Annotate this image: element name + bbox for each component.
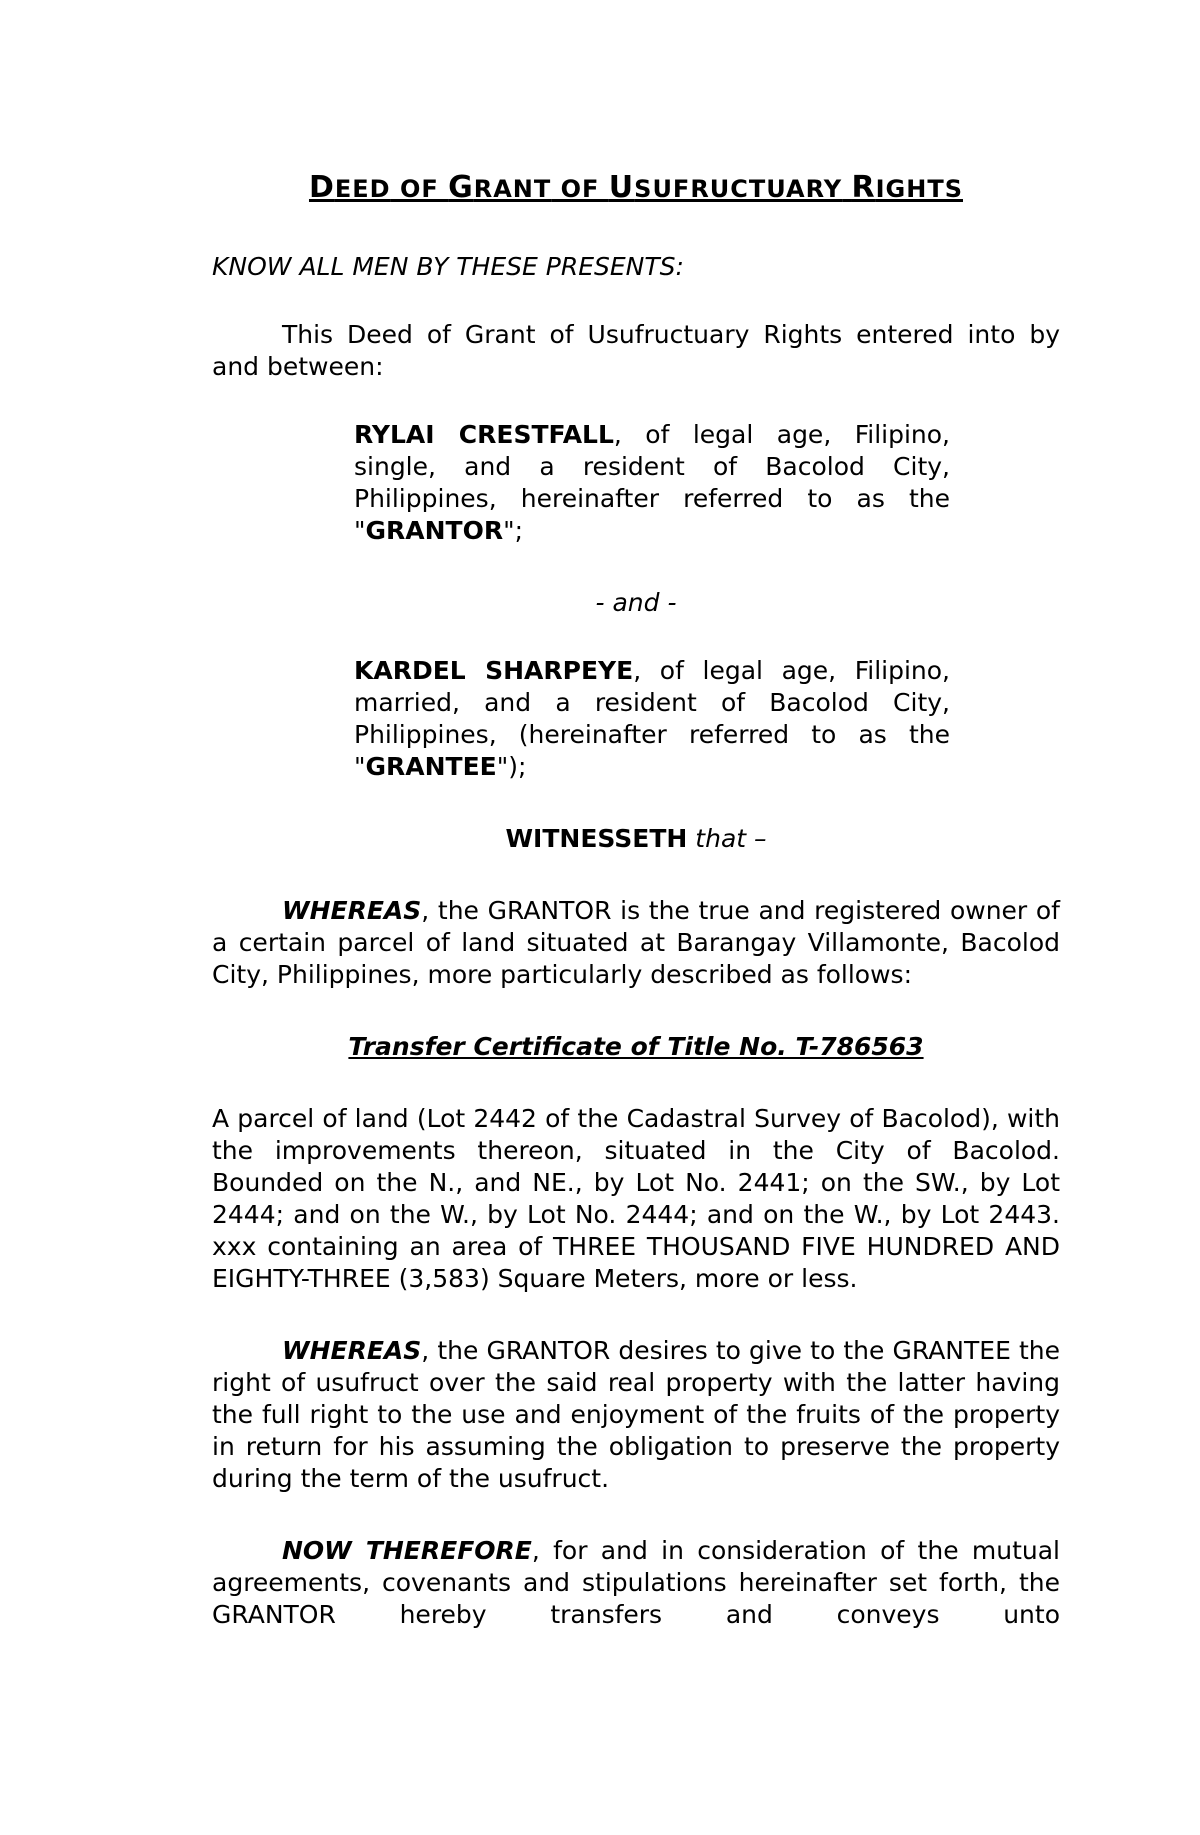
- whereas-paragraph-1: WHEREAS, the GRANTOR is the true and registered owner of a certain parcel of land situated at Barangay Villamonte, Bacolod City, Philippines, more particularly described as follows:: [212, 896, 1060, 989]
- opening-paragraph: This Deed of Grant of Usufructuary Rights entered into by and between:: [212, 320, 1060, 381]
- intro-line: KNOW ALL MEN BY THESE PRESENTS:: [212, 252, 684, 281]
- document-title: DEED OF GRANT OF USUFRUCTUARY RIGHTS: [308, 170, 963, 205]
- land-description: A parcel of land (Lot 2442 of the Cadastral Survey of Bacolod), with the improvements thereon, situated in the City of Bacolod. Bounded on the N., and NE., by Lot No. 2441; on the SW., by Lot 2444; and on the W., by Lot No. 2444; and on the W., by Lot 2443. xxx containing an area of THREE THOUSAND FIVE HUNDRED AND EIGHTY-THREE (3,583) Square Meters, more or less.: [212, 1104, 1060, 1293]
- now-therefore-lead: NOW THEREFORE: [282, 1536, 532, 1565]
- grantee-name: KARDEL SHARPEYE: [354, 656, 634, 685]
- whereas-2-lead: WHEREAS: [282, 1336, 422, 1365]
- tct-heading: Transfer Certificate of Title No. T-786563: [348, 1032, 924, 1061]
- grantee-details: , of legal age, Filipino, married, and a resident of Bacolod City, Philippines, (hereinafter referred to as the ": [354, 656, 951, 781]
- now-therefore-paragraph: NOW THEREFORE, for and in consideration of the mutual agreements, covenants and stipulations hereinafter set forth, the GRANTOR hereby transfers and conveys unto: [212, 1536, 1060, 1629]
- grantor-end: ";: [503, 516, 524, 545]
- witnesseth-heading: WITNESSETH that –: [505, 824, 767, 853]
- grantee-role: GRANTEE: [365, 752, 497, 781]
- document-body: [212, 168, 1060, 1631]
- grantee-end: ");: [496, 752, 527, 781]
- grantor-paragraph: [354, 419, 950, 547]
- grantor-role: GRANTOR: [365, 516, 504, 545]
- grantor-name: RYLAI CRESTFALL: [354, 420, 614, 449]
- whereas-1-lead: WHEREAS: [282, 896, 422, 925]
- grantee-paragraph: [354, 655, 950, 783]
- whereas-paragraph-2: WHEREAS, the GRANTOR desires to give to the GRANTEE the right of usufruct over the said real property with the latter having the full right to the use and enjoyment of the fruits of the property in return for his assuming the obligation to preserve the property during the term of the usufruct.: [212, 1336, 1060, 1493]
- and-separator: - and -: [595, 588, 677, 617]
- grantor-details: , of legal age, Filipino, single, and a resident of Bacolod City, Philippines, hereinafter referred to as the ": [354, 420, 951, 545]
